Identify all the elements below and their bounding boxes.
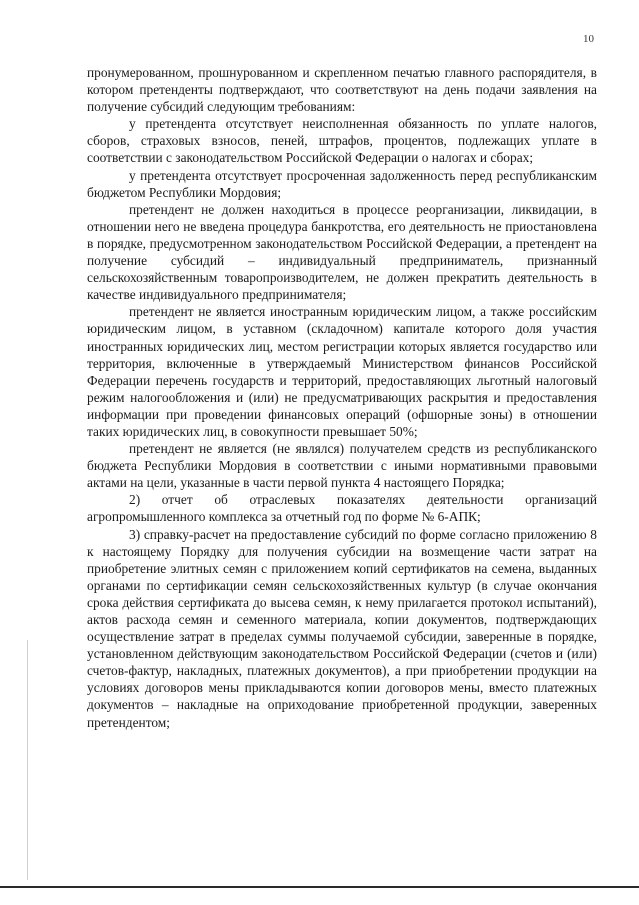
paragraph-no-budget-debt: у претендента отсутствует просроченная задолженность перед республиканским бюджетом Республики Мордовия;	[87, 167, 597, 200]
paragraph-no-tax-debt: у претендента отсутствует неисполненная обязанность по уплате налогов, сборов, страховых взносов, пеней, штрафов, процентов, подлежащих уплате в соответствии с законодательством Российской Федерации о налогах и сборах;	[87, 116, 597, 166]
page-number: 10	[583, 33, 594, 45]
paragraph-intro: пронумерованном, прошнурованном и скрепленном печатью главного распорядителя, в котором претенденты подтверждают, что соответствуют на день подачи заявления на получение субсидий следующим требованиям:	[87, 65, 597, 115]
paragraph-not-recipient: претендент не является (не являлся) получателем средств из республиканского бюджета Республики Мордовия в соответствии с иными нормативными правовыми актами на цели, указанные в части первой пункта 4 настоящего Порядка;	[87, 441, 597, 491]
paragraph-item-3-certificate: 3) справку-расчет на предоставление субсидий по форме согласно приложению 8 к настоящему Порядку для получения субсидии на возмещение части затрат на приобретение элитных семян с приложением копий сертификатов на семена, выданных органами по сертификации семян сельскохозяйственных культур (в случае окончания срока действия сертификата до высева семян, к нему прилагается протокол испытаний), актов расхода семян и семенного материала, копии документов, подтверждающих осуществление затрат в пределах суммы получаемой субсидии, заверенные в порядке, установленном действующим законодательством Российской Федерации (счетов и (или) счетов-фактур, накладных, платежных документов), а при приобретении продукции на условиях договоров мены прикладываются копии договоров мены, вместо платежных документов – накладные на оприходование приобретенной продукции, заверенных претендентом;	[87, 526, 597, 730]
scan-bottom-edge	[0, 886, 639, 888]
document-body	[87, 64, 597, 731]
paragraph-no-reorganization: претендент не должен находиться в процессе реорганизации, ликвидации, в отношении него не введена процедура банкротства, его деятельность не приостановлена в порядке, предусмотренном законодательством Российской Федерации, а претендент на получение субсидий – индивидуальный предприниматель, признанный сельскохозяйственным товаропроизводителем, не должен прекратить деятельность в качестве индивидуального предпринимателя;	[87, 201, 597, 303]
scan-edge-left	[27, 640, 28, 880]
paragraph-not-foreign-entity: претендент не является иностранным юридическим лицом, а также российским юридическим лицом, в уставном (складочном) капитале которого доля участия иностранных юридических лиц, местом регистрации которых является государство или территория, включенные в утверждаемый Министерством финансов Российской Федерации перечень государств и территорий, предоставляющих льготный налоговый режим налогообложения и (или) не предусматривающих раскрытия и предоставления информации при проведении финансовых операций (офшорные зоны) в отношении таких юридических лиц, в совокупности превышает 50%;	[87, 304, 597, 439]
paragraph-item-2-report: 2) отчет об отраслевых показателях деятельности организаций агропромышленного комплекса за отчетный год по форме № 6-АПК;	[87, 492, 597, 525]
